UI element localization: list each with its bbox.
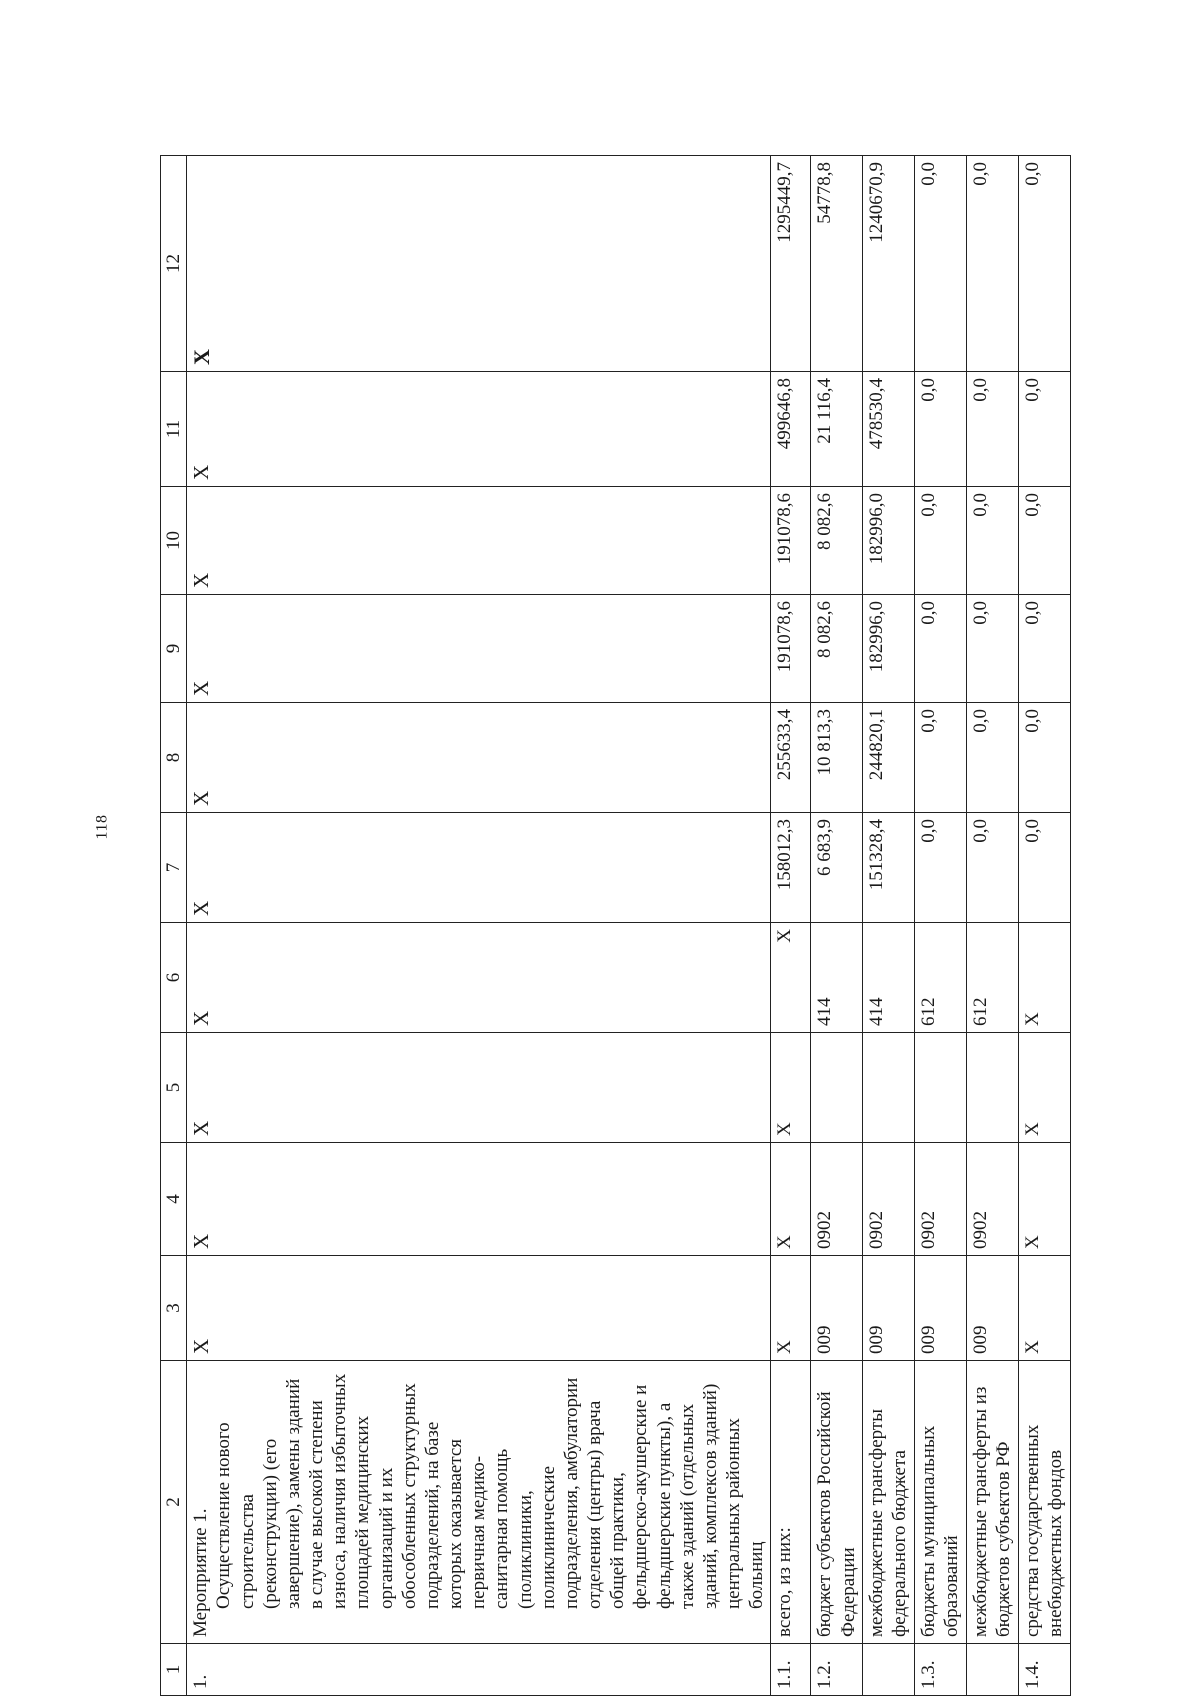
cell-c11: 0,0 (914, 372, 966, 487)
cell-c7: 0,0 (914, 813, 966, 923)
cell-c6: 612 (966, 923, 1018, 1033)
header-col-8: 8 (161, 703, 187, 813)
measure-description-cell (187, 1361, 771, 1644)
cell-c12: 0,0 (1018, 156, 1070, 372)
cell-c9: X (187, 595, 771, 703)
cell-c5: X (1018, 1033, 1070, 1143)
row-label: бюджет субъектов Российской Федерации (811, 1361, 862, 1644)
row-number: 1.4. (1018, 1644, 1070, 1696)
cell-c3: X (771, 1256, 811, 1361)
cell-c12: 54778,8 (811, 156, 862, 372)
row-number: 1.2. (811, 1644, 862, 1696)
cell-c8: X (187, 703, 771, 813)
row-label: всего, из них: (771, 1361, 811, 1644)
table-row-1-1 (771, 156, 811, 1696)
cell-c4: X (187, 1143, 771, 1256)
row-number: 1.1. (771, 1644, 811, 1696)
cell-c3: 009 (811, 1256, 862, 1361)
row-number: 1. (187, 1644, 771, 1696)
cell-c11: X (187, 372, 771, 487)
row-label: средства государственных внебюджетных фондов (1018, 1361, 1070, 1644)
cell-c7: X (187, 813, 771, 923)
cell-c5: X (771, 1033, 811, 1143)
header-col-6: 6 (161, 923, 187, 1033)
header-col-2: 2 (161, 1361, 187, 1644)
row-label: межбюджетные трансферты федерального бюджета (862, 1361, 914, 1644)
cell-c4: 0902 (914, 1143, 966, 1256)
cell-c4: X (771, 1143, 811, 1256)
page-number: 118 (93, 814, 111, 840)
cell-c10: 182996,0 (862, 487, 914, 595)
cell-c3: 009 (966, 1256, 1018, 1361)
cell-c7: 0,0 (1018, 813, 1070, 923)
budget-table-wrapper (160, 156, 1070, 1696)
cell-c9: 8 082,6 (811, 595, 862, 703)
cell-c7: 158012,3 (771, 813, 811, 923)
row-number (966, 1644, 1018, 1696)
measure-title: Мероприятие 1. (190, 1508, 212, 1637)
header-col-4: 4 (161, 1143, 187, 1256)
cell-c8: 244820,1 (862, 703, 914, 813)
cell-c6: 414 (862, 923, 914, 1033)
cell-c9: 182996,0 (862, 595, 914, 703)
cell-c10: 0,0 (1018, 487, 1070, 595)
table-row-1-4 (1018, 156, 1070, 1696)
row-label: межбюджетные трансферты из бюджетов субъектов РФ (966, 1361, 1018, 1644)
cell-c4: 0902 (811, 1143, 862, 1256)
cell-c6: X (771, 923, 811, 1033)
cell-c11: 0,0 (1018, 372, 1070, 487)
cell-c8: 0,0 (966, 703, 1018, 813)
cell-c9: 191078,6 (771, 595, 811, 703)
cell-c5: X (187, 1033, 771, 1143)
cell-c11: 21 116,4 (811, 372, 862, 487)
cell-c8: 0,0 (1018, 703, 1070, 813)
header-col-1: 1 (161, 1644, 187, 1696)
header-col-10: 10 (161, 487, 187, 595)
cell-c10: X (187, 487, 771, 595)
cell-c4: X (1018, 1143, 1070, 1256)
cell-c8: 10 813,3 (811, 703, 862, 813)
cell-c12: 1240670,9 (862, 156, 914, 372)
cell-c11: 478530,4 (862, 372, 914, 487)
table-row-1-2 (811, 156, 862, 1696)
table-row-main (187, 156, 771, 1696)
cell-c10: 191078,6 (771, 487, 811, 595)
row-number: 1.3. (914, 1644, 966, 1696)
cell-c11: 499646,8 (771, 372, 811, 487)
cell-c5 (966, 1033, 1018, 1143)
cell-c9: 0,0 (1018, 595, 1070, 703)
cell-c10: 0,0 (966, 487, 1018, 595)
table-row-1-3-transfers (966, 156, 1018, 1696)
header-col-7: 7 (161, 813, 187, 923)
header-col-3: 3 (161, 1256, 187, 1361)
header-col-5: 5 (161, 1033, 187, 1143)
row-number (862, 1644, 914, 1696)
budget-table (160, 155, 1071, 1696)
cell-c9: 0,0 (914, 595, 966, 703)
cell-c6: X (187, 923, 771, 1033)
cell-c11: 0,0 (966, 372, 1018, 487)
cell-c9: 0,0 (966, 595, 1018, 703)
table-row-1-3 (914, 156, 966, 1696)
cell-c3: 009 (914, 1256, 966, 1361)
cell-c10: 8 082,6 (811, 487, 862, 595)
header-col-11: 11 (161, 372, 187, 487)
cell-c7: 6 683,9 (811, 813, 862, 923)
cell-c3: X (187, 1256, 771, 1361)
header-col-12: 12 (161, 156, 187, 372)
cell-c5 (811, 1033, 862, 1143)
cell-c3: X (1018, 1256, 1070, 1361)
table-row-1-2-transfers (862, 156, 914, 1696)
cell-c4: 0902 (862, 1143, 914, 1256)
row-label: бюджеты муниципальных образований (914, 1361, 966, 1644)
measure-description: Осуществление нового строительства (реконструкции) (его завершение), замены зданий в случае высокой степени износа, наличия избыточных площадей медицинских организаций и их обособленных структурных подразделений, на базе которых оказывается первичная медико-санитарная помощь (поликлиники, поликлинические подразделения, амбулатории отделения (центры) врача общей практики, фельдшерско-акушерские и фельдшерские пункты), а также зданий (отдельных зданий, комплексов зданий) центральных районных больниц (213, 1373, 768, 1609)
cell-c3: 009 (862, 1256, 914, 1361)
cell-c7: 0,0 (966, 813, 1018, 923)
cell-c5 (862, 1033, 914, 1143)
cell-c8: 0,0 (914, 703, 966, 813)
cell-c12: 0,0 (966, 156, 1018, 372)
cell-c4: 0902 (966, 1143, 1018, 1256)
cell-c6: 612 (914, 923, 966, 1033)
cell-c12: X (187, 156, 771, 372)
cell-c10: 0,0 (914, 487, 966, 595)
cell-c8: 255633,4 (771, 703, 811, 813)
cell-c12: 0,0 (914, 156, 966, 372)
cell-c6: X (1018, 923, 1070, 1033)
header-row (161, 156, 187, 1696)
header-col-9: 9 (161, 595, 187, 703)
cell-c5 (914, 1033, 966, 1143)
cell-c12: 1295449,7 (771, 156, 811, 372)
cell-c7: 151328,4 (862, 813, 914, 923)
cell-c6: 414 (811, 923, 862, 1033)
